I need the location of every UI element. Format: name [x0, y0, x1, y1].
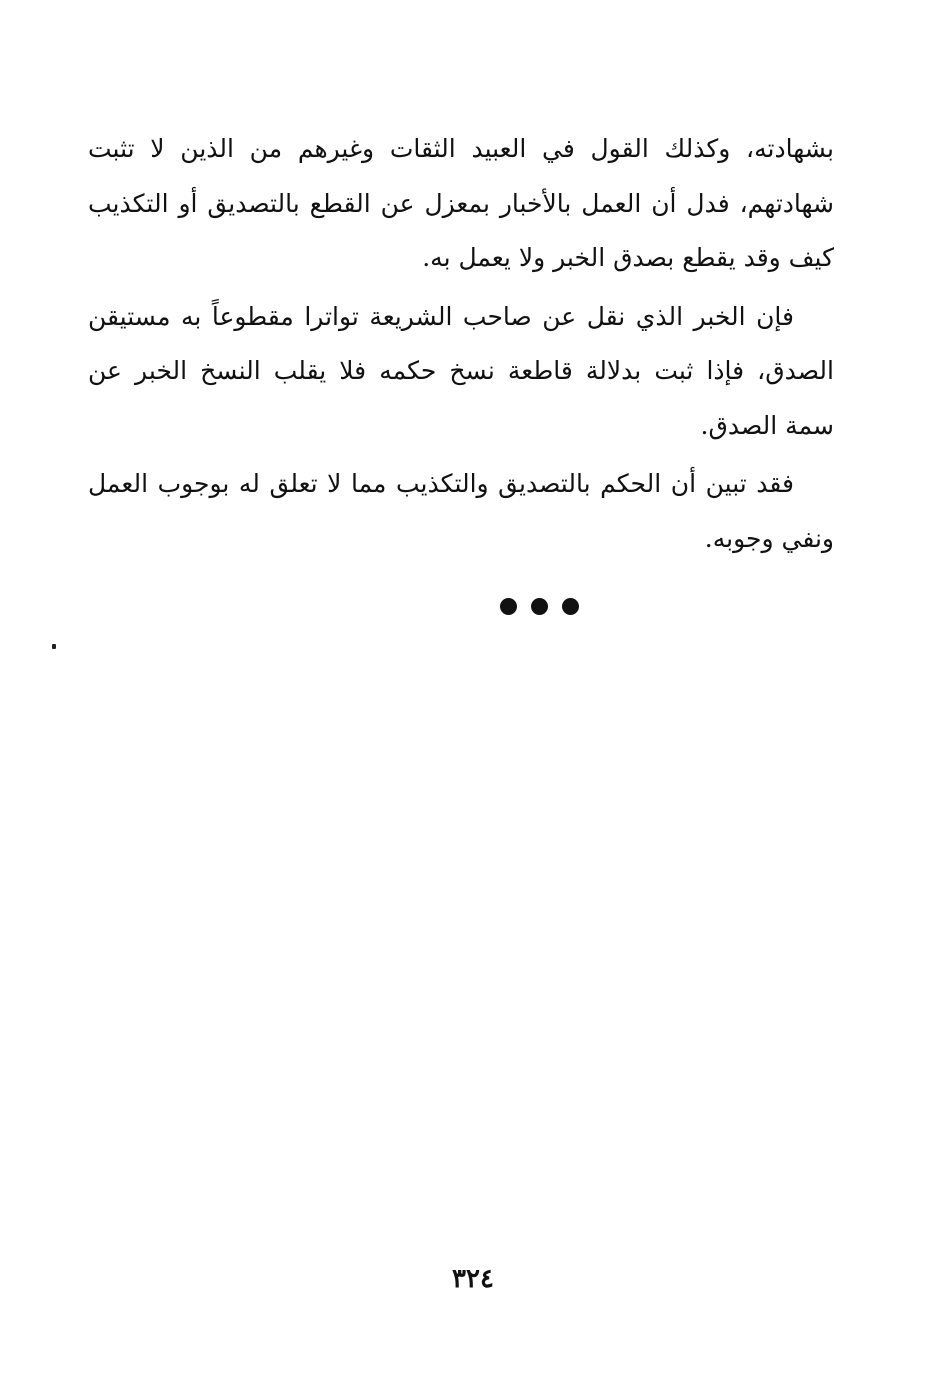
section-separator — [0, 598, 946, 615]
body-text — [88, 122, 834, 570]
scan-speck — [52, 644, 56, 649]
paragraph-2: فإن الخبر الذي نقل عن صاحب الشريعة تواترا مقطوعاً به مستيقن الصدق، فإذا ثبت بدلالة قاطعة نسخ حكمه فلا يقلب النسخ الخبر عن سمة الصدق. — [88, 301, 834, 440]
page-number: ٣٢٤ — [452, 1264, 494, 1294]
paragraph-3: فقد تبين أن الحكم بالتصديق والتكذيب مما لا تعلق له بوجوب العمل ونفي وجوبه. — [88, 469, 834, 553]
separator-dot — [531, 598, 548, 615]
paragraph-1: بشهادته، وكذلك القول في العبيد الثقات وغيرهم من الذين لا تثبت شهادتهم، فدل أن العمل بالأخبار بمعزل عن القطع بالتصديق أو التكذيب كيف وقد يقطع بصدق الخبر ولا يعمل به. — [88, 134, 834, 272]
separator-dot — [500, 598, 517, 615]
separator-dot — [562, 598, 579, 615]
